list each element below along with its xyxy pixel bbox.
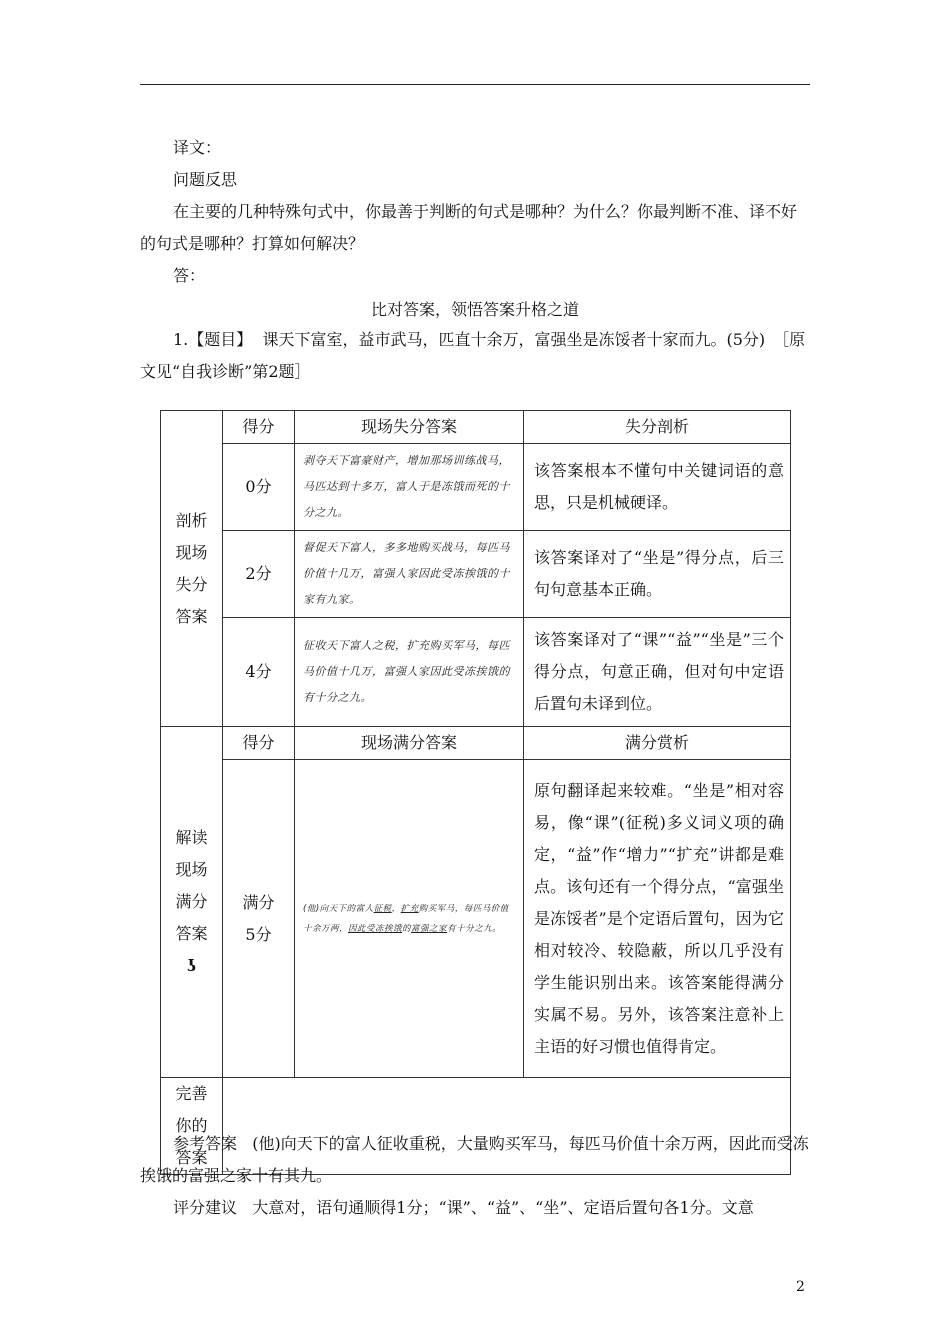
answer-analysis-table	[160, 410, 791, 1175]
header-full-appreciation: 满分赏析	[524, 727, 791, 760]
side-label-full: 解读 现场 满分 答案 ʖ	[161, 727, 223, 1078]
header-rule	[140, 84, 810, 85]
row-comment: 该答案译对了“课”“益”“坐是”三个得分点，句意正确，但对句中定语后置句未译到位。	[524, 618, 791, 727]
header-lost-analysis: 失分剖析	[524, 411, 791, 444]
header-score: 得分	[223, 411, 295, 444]
table-row	[161, 531, 791, 618]
reflection-title: 问题反思	[173, 170, 238, 189]
row-score: 满分 5分	[223, 760, 295, 1078]
reflection-question: 在主要的几种特殊句式中，你最善于判断的句式是哪种？为什么？你最判断不准、译不好的句式是哪种？打算如何解决？	[140, 202, 798, 253]
header-lost-answer: 现场失分答案	[295, 411, 524, 444]
reference-answer	[140, 1128, 810, 1192]
table-row	[161, 760, 791, 1078]
side-label-analysis: 剖析 现场 失分 答案	[161, 411, 223, 727]
side-label-improve: 完善 你的 答案	[161, 1078, 223, 1175]
handwritten-answer: 剥夺天下富豪财产，增加那场训练战马，马匹达到十多万，富人于是冻饿而死的十分之九。	[295, 444, 524, 531]
handwritten-answer: (他)向天下的富人征税，扩充购买军马，每匹马价值十余万两，因此受冻挨饿的富强之家有十分之九。	[295, 760, 524, 1078]
item-sentence: 课天下富室，益市武马，匹直十余万，富强坐是冻馁者十家而九。(5分) ［原文见“自我诊断”第2题］	[140, 330, 806, 381]
item-number: 1.	[173, 330, 189, 349]
reference-label: 参考答案	[173, 1134, 238, 1153]
handwritten-answer: 督促天下富人，多多地购买战马，每匹马价值十几万，富强人家因此受冻挨饿的十家有九家。	[295, 531, 524, 618]
row-comment: 该答案根本不懂句中关键词语的意思，只是机械硬译。	[524, 444, 791, 531]
header-score: 得分	[223, 727, 295, 760]
section-title: 比对答案，领悟答案升格之道	[370, 300, 579, 319]
scoring-label: 评分建议	[173, 1198, 238, 1217]
row-score: 2分	[223, 531, 295, 618]
handwritten-answer: 征收天下富人之税，扩充购买军马，每匹马价值十几万，富强人家因此受冻挨饿的有十分之九。	[295, 618, 524, 727]
scoring-text: 大意对，语句通顺得1分；“课”、“益”、“坐”、定语后置句各1分。文意	[252, 1198, 754, 1217]
table-row	[161, 444, 791, 531]
translation-label: 译文：	[173, 138, 222, 157]
answer-label: 答：	[173, 266, 206, 285]
row-score: 0分	[223, 444, 295, 531]
table-row	[161, 618, 791, 727]
row-score: 4分	[223, 618, 295, 727]
scoring-suggestion	[140, 1192, 810, 1224]
page-number: 2	[796, 1279, 805, 1295]
item-tag: 【题目】	[188, 330, 253, 349]
header-full-answer: 现场满分答案	[295, 727, 524, 760]
question-item-1	[140, 324, 810, 388]
row-comment: 原句翻译起来较难。“坐是”相对容易，像“课”(征税)多义词义项的确定，“益”作“增力”“扩充”讲都是难点。该句还有一个得分点，“富强坐是冻馁者”是个定语后置句，因为它相对较冷、较隐蔽，所以几乎没有学生能识别出来。该答案能得满分实属不易。另外，该答案注意补上主语的好习惯也值得肯定。	[524, 760, 791, 1078]
row-comment: 该答案译对了“坐是”得分点，后三句句意基本正确。	[524, 531, 791, 618]
reference-text: (他)向天下的富人征收重税，大量购买军马，每匹马价值十余万两，因此而受冻挨饿的富强之家十有其九。	[140, 1134, 809, 1185]
side-mark: ʖ	[187, 956, 196, 975]
